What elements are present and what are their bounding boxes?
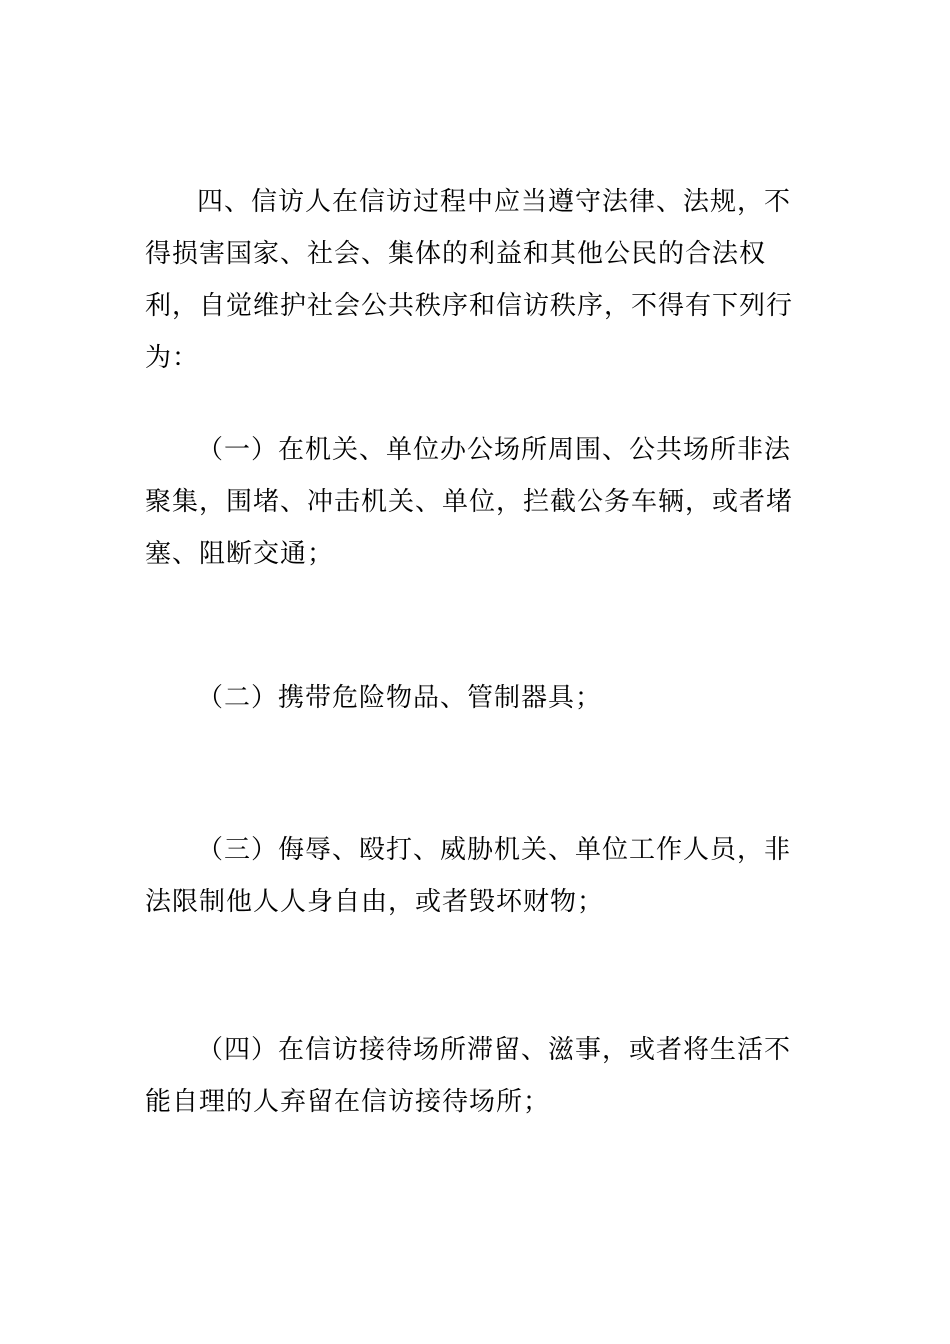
paragraph-item-3: （三）侮辱、殴打、威胁机关、单位工作人员，非法限制他人人身自由，或者毁坏财物；: [145, 835, 792, 917]
paragraph-item-4: （四）在信访接待场所滞留、滋事，或者将生活不能自理的人弃留在信访接待场所；: [145, 1035, 792, 1117]
paragraph-item-2: （二）携带危险物品、管制器具；: [197, 683, 603, 713]
paragraph-intro: 四、信访人在信访过程中应当遵守法律、法规，不得损害国家、社会、集体的利益和其他公民的合法权利，自觉维护社会公共秩序和信访秩序，不得有下列行为：: [145, 187, 794, 373]
paragraph-item-1: （一）在机关、单位办公场所周围、公共场所非法聚集，围堵、冲击机关、单位，拦截公务车辆，或者堵塞、阻断交通；: [145, 435, 794, 569]
